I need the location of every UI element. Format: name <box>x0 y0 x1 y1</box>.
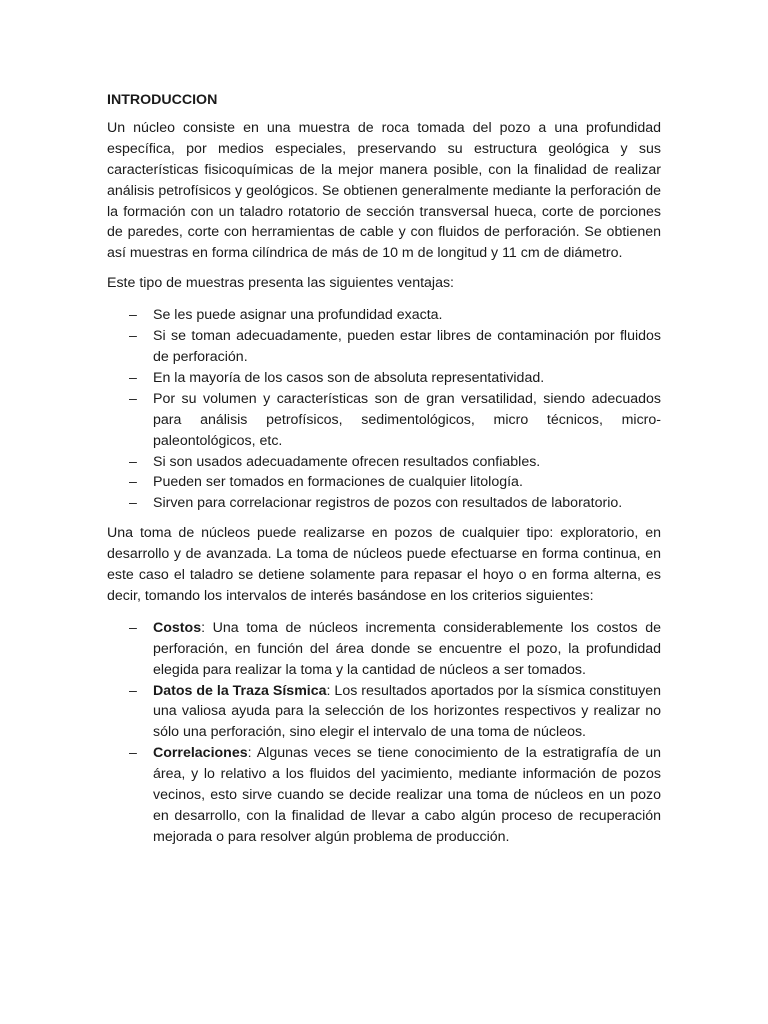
list-item: – Sirven para correlacionar registros de pozos con resultados de laboratorio. <box>107 493 661 514</box>
document-page <box>107 90 661 857</box>
dash-bullet: – <box>129 745 137 762</box>
criteria-text: : Una toma de núcleos incrementa considerablemente los costos de perforación, en función del área donde se encuentre el pozo, la profundidad elegida para realizar la toma y la cantidad de núcleos a ser tomados. <box>153 619 661 678</box>
dash-bullet: – <box>129 682 137 699</box>
intro-paragraph: Un núcleo consiste en una muestra de roca tomada del pozo a una profundidad específica, por medios especiales, preservando su estructura geológica y sus características fisicoquímicas de la mejor manera posible, con la finalidad de realizar análisis petrofísicos y geológicos. Se obtienen generalmente mediante la perforación de la formación con un taladro rotatorio de sección transversal hueca, corte de porciones de paredes, corte con herramientas de cable y con fluidos de perforación. Se obtienen así muestras en forma cilíndrica de más de 10 m de longitud y 11 cm de diámetro. <box>107 119 661 262</box>
dash-bullet: – <box>129 369 137 386</box>
list-item <box>107 681 661 744</box>
criteria-intro: Una toma de núcleos puede realizarse en pozos de cualquier tipo: exploratorio, en desarrollo y de avanzada. La toma de núcleos puede efectuarse en forma continua, en este caso el taladro se detiene solamente para repasar el hoyo o en forma alterna, es decir, tomando los intervalos de interés basándose en los criterios siguientes: <box>107 525 661 604</box>
list-item <box>107 743 661 848</box>
criteria-term: Costos <box>153 619 202 636</box>
page-title: INTRODUCCION <box>107 92 218 108</box>
advantages-list <box>107 305 661 514</box>
criteria-text: : Algunas veces se tiene conocimiento de la estratigrafía de un área, y lo relativo a los fluidos del yacimiento, mediante información de pozos vecinos, esto sirve cuando se decide realizar una toma de núcleos en un pozo en desarrollo, con la finalidad de llevar a cabo algún proceso de recuperación mejorada o para resolver algún problema de producción. <box>153 745 661 845</box>
criteria-term: Correlaciones <box>153 745 248 762</box>
list-item: – Pueden ser tomados en formaciones de cualquier litología. <box>107 472 661 493</box>
advantages-intro: Este tipo de muestras presenta las siguientes ventajas: <box>107 275 454 292</box>
dash-bullet: – <box>129 453 137 470</box>
list-item: – Se les puede asignar una profundidad exacta. <box>107 305 661 326</box>
list-item: – Si se toman adecuadamente, pueden estar libres de contaminación por fluidos de perforación. <box>129 328 661 365</box>
dash-bullet: – <box>129 390 137 407</box>
dash-bullet: – <box>129 495 137 512</box>
dash-bullet: – <box>129 619 137 636</box>
criteria-term: Datos de la Traza Sísmica <box>153 682 327 699</box>
list-item: – Por su volumen y características son de gran versatilidad, siendo adecuados para análisis petrofísicos, sedimentológicos, micro técnicos, micro-paleontológicos, etc. <box>129 390 661 449</box>
list-item: – En la mayoría de los casos son de absoluta representatividad. <box>107 368 661 389</box>
dash-bullet: – <box>129 474 137 491</box>
criteria-list <box>107 618 661 848</box>
criteria-text: : Los resultados aportados por la sísmica constituyen una valiosa ayuda para la selección de los horizontes respectivos y realizar no sólo una perforación, sino elegir el intervalo de una toma de núcleos. <box>153 682 661 741</box>
list-item: – Si son usados adecuadamente ofrecen resultados confiables. <box>107 452 661 473</box>
list-item <box>107 618 661 681</box>
dash-bullet: – <box>129 307 137 324</box>
dash-bullet: – <box>129 328 137 345</box>
